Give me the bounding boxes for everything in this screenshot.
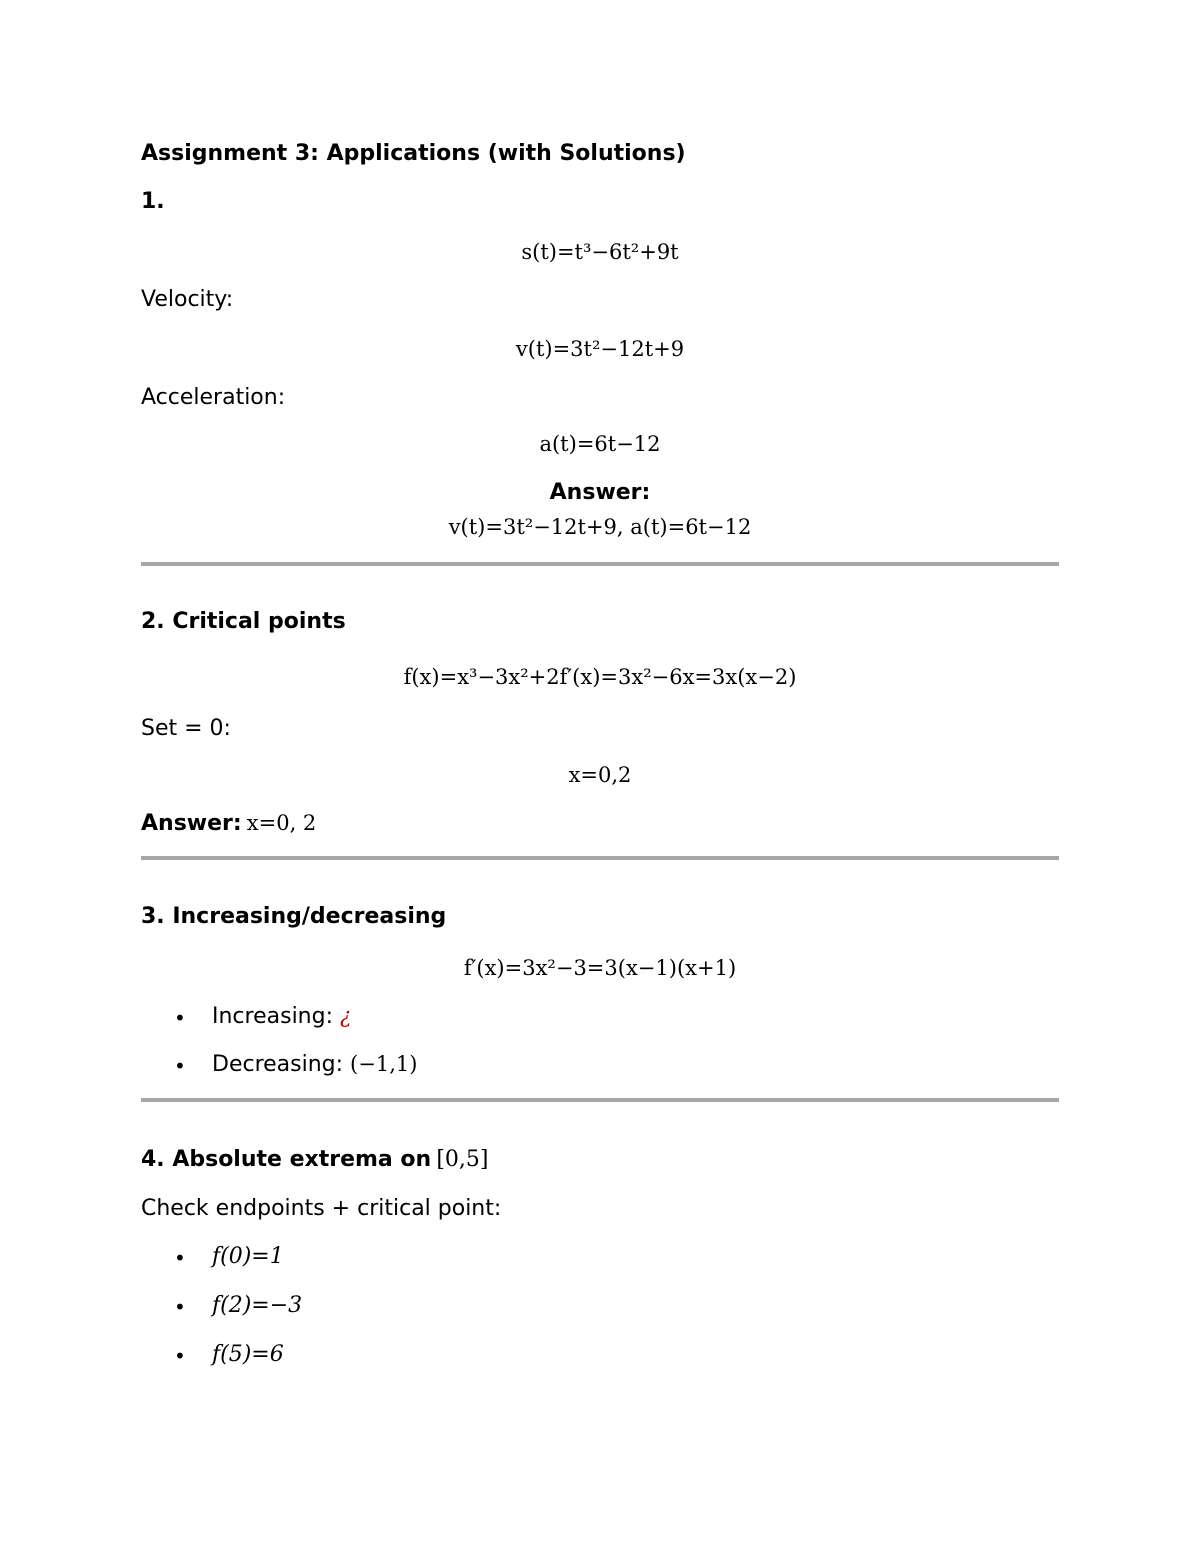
q3-derivative-equation: f′(x)=3x²−3=3(x−1)(x+1) <box>463 956 737 980</box>
increasing-label: Increasing: <box>212 1004 333 1029</box>
bullet-icon: • <box>174 1006 186 1030</box>
decreasing-value: (−1,1) <box>350 1052 418 1076</box>
q1-velocity-equation: v(t)=3t²−12t+9 <box>515 337 685 361</box>
q2-function-equation: f(x)=x³−3x²+2f′(x)=3x²−6x=3x(x−2) <box>403 665 797 689</box>
decreasing-item <box>212 1052 417 1077</box>
extrema-value-item: f(2)=−3 <box>212 1293 303 1318</box>
increasing-value: ¿ <box>340 1004 352 1028</box>
extrema-value-item: f(0)=1 <box>212 1244 284 1269</box>
q2-heading: 2. Critical points <box>141 609 346 634</box>
q1-acceleration-equation: a(t)=6t−12 <box>539 432 661 456</box>
page-title: Assignment 3: Applications (with Solutions) <box>141 141 686 166</box>
bullet-icon: • <box>174 1295 186 1319</box>
q1-position-equation: s(t)=t³−6t²+9t <box>521 240 679 264</box>
q1-answer-equation: v(t)=3t²−12t+9, a(t)=6t−12 <box>448 515 752 539</box>
q2-answer <box>141 811 316 836</box>
bullet-icon: • <box>174 1344 186 1368</box>
decreasing-label: Decreasing: <box>212 1052 344 1077</box>
q2-roots-equation: x=0,2 <box>568 763 632 787</box>
q3-heading: 3. Increasing/decreasing <box>141 904 447 929</box>
set-zero-label: Set = 0: <box>141 716 231 741</box>
bullet-icon: • <box>174 1054 186 1078</box>
q2-answer-label: Answer: <box>141 811 242 836</box>
q2-answer-value: x=0, 2 <box>246 811 317 835</box>
check-label: Check endpoints + critical point: <box>141 1196 502 1221</box>
increasing-item <box>212 1004 351 1029</box>
section-divider <box>141 562 1059 566</box>
velocity-label: Velocity: <box>141 287 234 312</box>
q1-answer-label: Answer: <box>549 480 651 505</box>
q4-heading-line <box>141 1147 488 1172</box>
q4-heading: 4. Absolute extrema on <box>141 1147 432 1172</box>
q1-heading: 1. <box>141 189 165 214</box>
section-divider <box>141 856 1059 860</box>
extrema-value-item: f(5)=6 <box>212 1342 284 1367</box>
bullet-icon: • <box>174 1246 186 1270</box>
q4-interval: [0,5] <box>436 1147 489 1172</box>
section-divider <box>141 1098 1059 1102</box>
acceleration-label: Acceleration: <box>141 385 286 410</box>
